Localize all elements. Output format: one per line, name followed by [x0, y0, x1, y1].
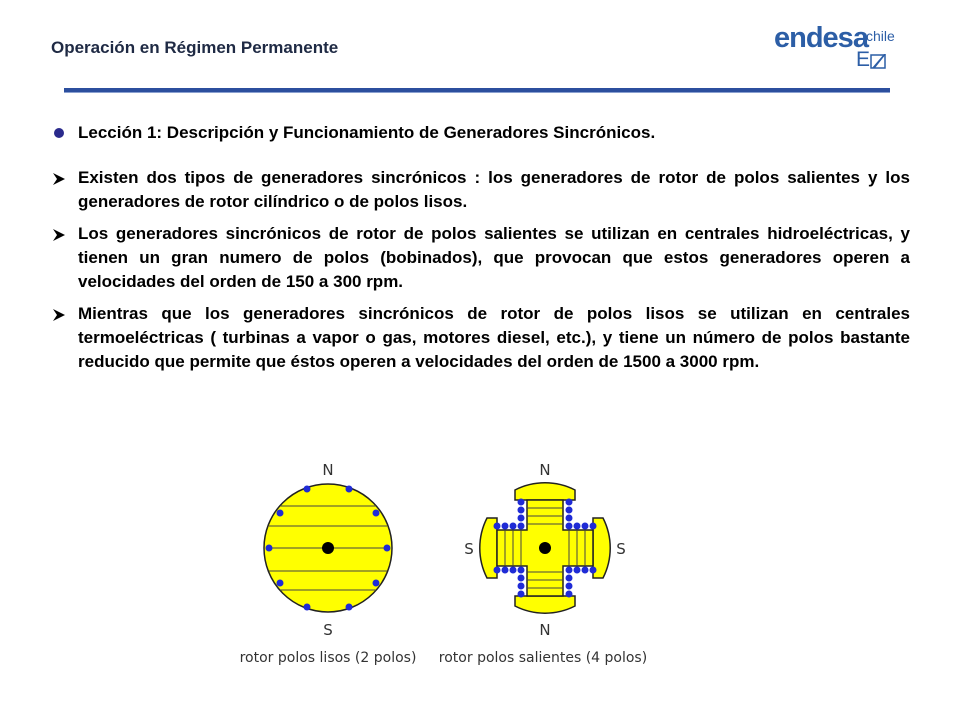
logo-mark-text: E: [856, 49, 871, 69]
arrow-bullet-icon: [52, 228, 66, 242]
rotor-polos-lisos: [240, 461, 416, 666]
rotor-polos-salientes: [439, 461, 647, 666]
pole-shoe-top: [515, 483, 575, 500]
pole-label-top: N: [539, 461, 551, 479]
logo-sub: chile: [866, 28, 895, 44]
slide-content: [44, 120, 910, 382]
page-title: Operación en Régimen Permanente: [51, 38, 339, 57]
lesson-text: Lección 1: Descripción y Funcionamiento de Generadores Sincrónicos.: [78, 123, 656, 142]
pole-label-bottom: N: [539, 621, 551, 639]
pole-label-bottom: S: [323, 621, 333, 639]
pole-label-left: S: [464, 540, 474, 558]
paragraph-1: [44, 166, 910, 214]
pole-label-top: N: [322, 461, 334, 479]
shaft-dot: [539, 542, 551, 554]
pole-shoe-bottom: [515, 596, 575, 613]
pole-label-right: S: [616, 540, 626, 558]
shaft-dot: [322, 542, 334, 554]
caption-left: rotor polos lisos (2 polos): [240, 650, 417, 666]
caption-right: rotor polos salientes (4 polos): [438, 650, 648, 666]
endesa-logo: [774, 22, 894, 70]
logo-mark-slash: [872, 54, 886, 68]
rotor-diagram: [240, 455, 680, 675]
logo-word: endesa: [774, 22, 868, 54]
bullet-dot-icon: [54, 128, 64, 138]
header-rule: [64, 88, 890, 93]
lesson-heading: [44, 120, 910, 146]
arrow-bullet-icon: [52, 172, 66, 186]
paragraph-text: Existen dos tipos de generadores sincrónicos : los generadores de rotor de polos salientes y los generadores de rotor cilíndrico o de polos lisos.: [78, 168, 910, 211]
paragraph-text: Los generadores sincrónicos de rotor de polos salientes se utilizan en centrales hidroeléctricas, y tienen un gran numero de polos (bobinados), que provocan que estos generadores operen a velocidades del orden de 150 a 300 rpm.: [78, 224, 910, 291]
paragraph-3: [44, 302, 910, 374]
arrow-bullet-icon: [52, 308, 66, 322]
logo-mark-icon: [856, 49, 888, 69]
paragraph-2: [44, 222, 910, 294]
paragraph-text: Mientras que los generadores sincrónicos de rotor de polos lisos se utilizan en centrales termoeléctricas ( turbinas a vapor o gas, motores diesel, etc.), y tiene un número de polos bastante reducido que permite que éstos operen a velocidades del orden de 1500 a 3000 rpm.: [78, 304, 910, 371]
